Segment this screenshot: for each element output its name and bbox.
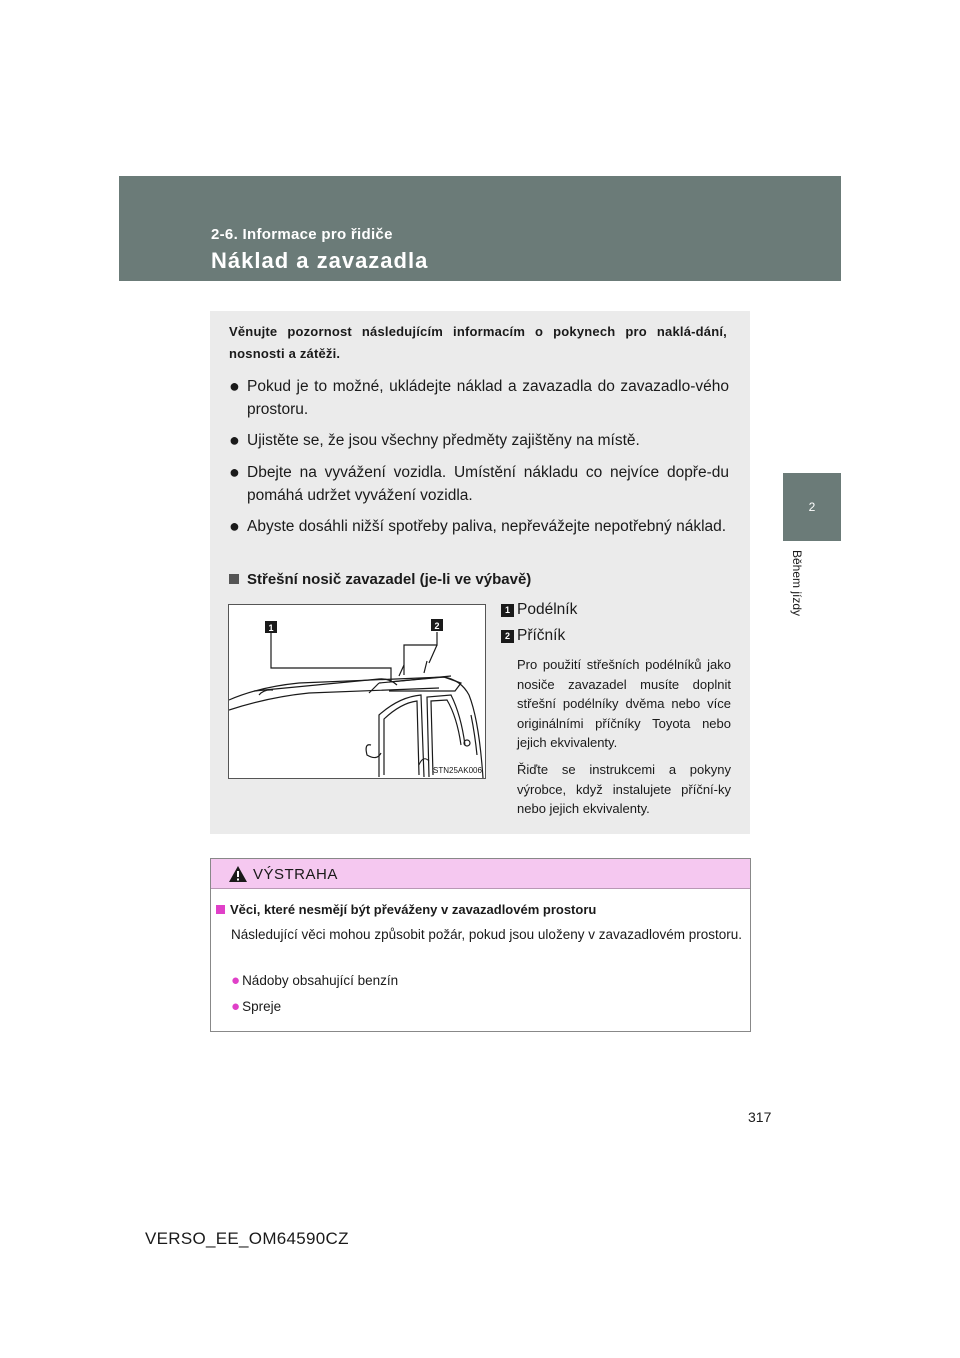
- warning-title: VÝSTRAHA: [253, 866, 338, 883]
- warning-item: ● Spreje: [231, 998, 282, 1015]
- bullet-item: ● Dbejte na vyvážení vozidla. Umístění nákladu co nejvíce dopře-du pomáhá udržet vyvážení vozidla.: [229, 462, 729, 504]
- section-label: 2-6. Informace pro řidiče: [211, 226, 393, 243]
- warning-header: [211, 859, 750, 889]
- bullet-dot-icon: ●: [229, 516, 240, 536]
- bullet-dot-icon: ●: [231, 972, 241, 989]
- warning-triangle-icon: [228, 865, 248, 883]
- bullet-dot-icon: ●: [231, 998, 241, 1015]
- roof-rack-heading: Střešní nosič zavazadel (je-li ve výbavě): [229, 571, 531, 588]
- header-band: [119, 176, 841, 281]
- document-code: VERSO_EE_OM64590CZ: [145, 1229, 349, 1248]
- info-box: [210, 311, 750, 834]
- bullet-item: ● Abyste dosáhli nižší spotřeby paliva, nepřevážejte nepotřebný náklad.: [229, 516, 727, 536]
- warning-text: Následující věci mohou způsobit požár, pokud jsou uloženy v zavazadlovém prostoru.: [231, 927, 743, 942]
- bullet-dot-icon: ●: [229, 376, 240, 396]
- chapter-tab: [783, 473, 841, 541]
- warning-subheading: Věci, které nesmějí být převáženy v zavazadlovém prostoru: [216, 902, 596, 917]
- figure-code: STN25AK006: [433, 766, 482, 775]
- roof-rack-illustration: [228, 604, 486, 779]
- warning-item: ● Nádoby obsahující benzín: [231, 972, 399, 989]
- chapter-label: Během jízdy: [790, 550, 804, 617]
- number-badge-icon: 1: [501, 604, 514, 617]
- square-bullet-icon: [229, 574, 239, 584]
- page-title: Náklad a zavazadla: [211, 248, 429, 273]
- number-badge-icon: 2: [501, 630, 514, 643]
- square-bullet-icon: [216, 905, 225, 914]
- bullet-item: ● Ujistěte se, že jsou všechny předměty zajištěny na místě.: [229, 430, 640, 450]
- note-text: Pro použití střešních podélníků jako nosiče zavazadel musíte doplnit střešní podélníky dvěma nebo více originálními příčníky Toyota nebo jejich ekvivalenty.: [517, 657, 731, 750]
- warning-box: [210, 858, 751, 1032]
- bullet-dot-icon: ●: [229, 462, 240, 482]
- bullet-item: ● Pokud je to možné, ukládejte náklad a zavazadla do zavazadlo-vého prostoru.: [229, 376, 729, 418]
- bullet-dot-icon: ●: [229, 430, 240, 450]
- svg-text:2: 2: [434, 621, 440, 631]
- legend-item-1: 1 Podélník: [501, 601, 577, 619]
- note-text: Řiďte se instrukcemi a pokyny výrobce, když instalujete příční-ky nebo jejich ekvivalenty.: [517, 762, 731, 816]
- car-roof-rack-icon: [229, 605, 485, 778]
- svg-text:1: 1: [268, 623, 274, 633]
- intro-text: Věnujte pozornost následujícím informacím o pokynech pro naklá-dání, nosnosti a zátěži.: [229, 324, 727, 361]
- legend-item-2: 2 Příčník: [501, 627, 565, 645]
- page-number: 317: [748, 1109, 772, 1125]
- chapter-number: 2: [808, 500, 816, 514]
